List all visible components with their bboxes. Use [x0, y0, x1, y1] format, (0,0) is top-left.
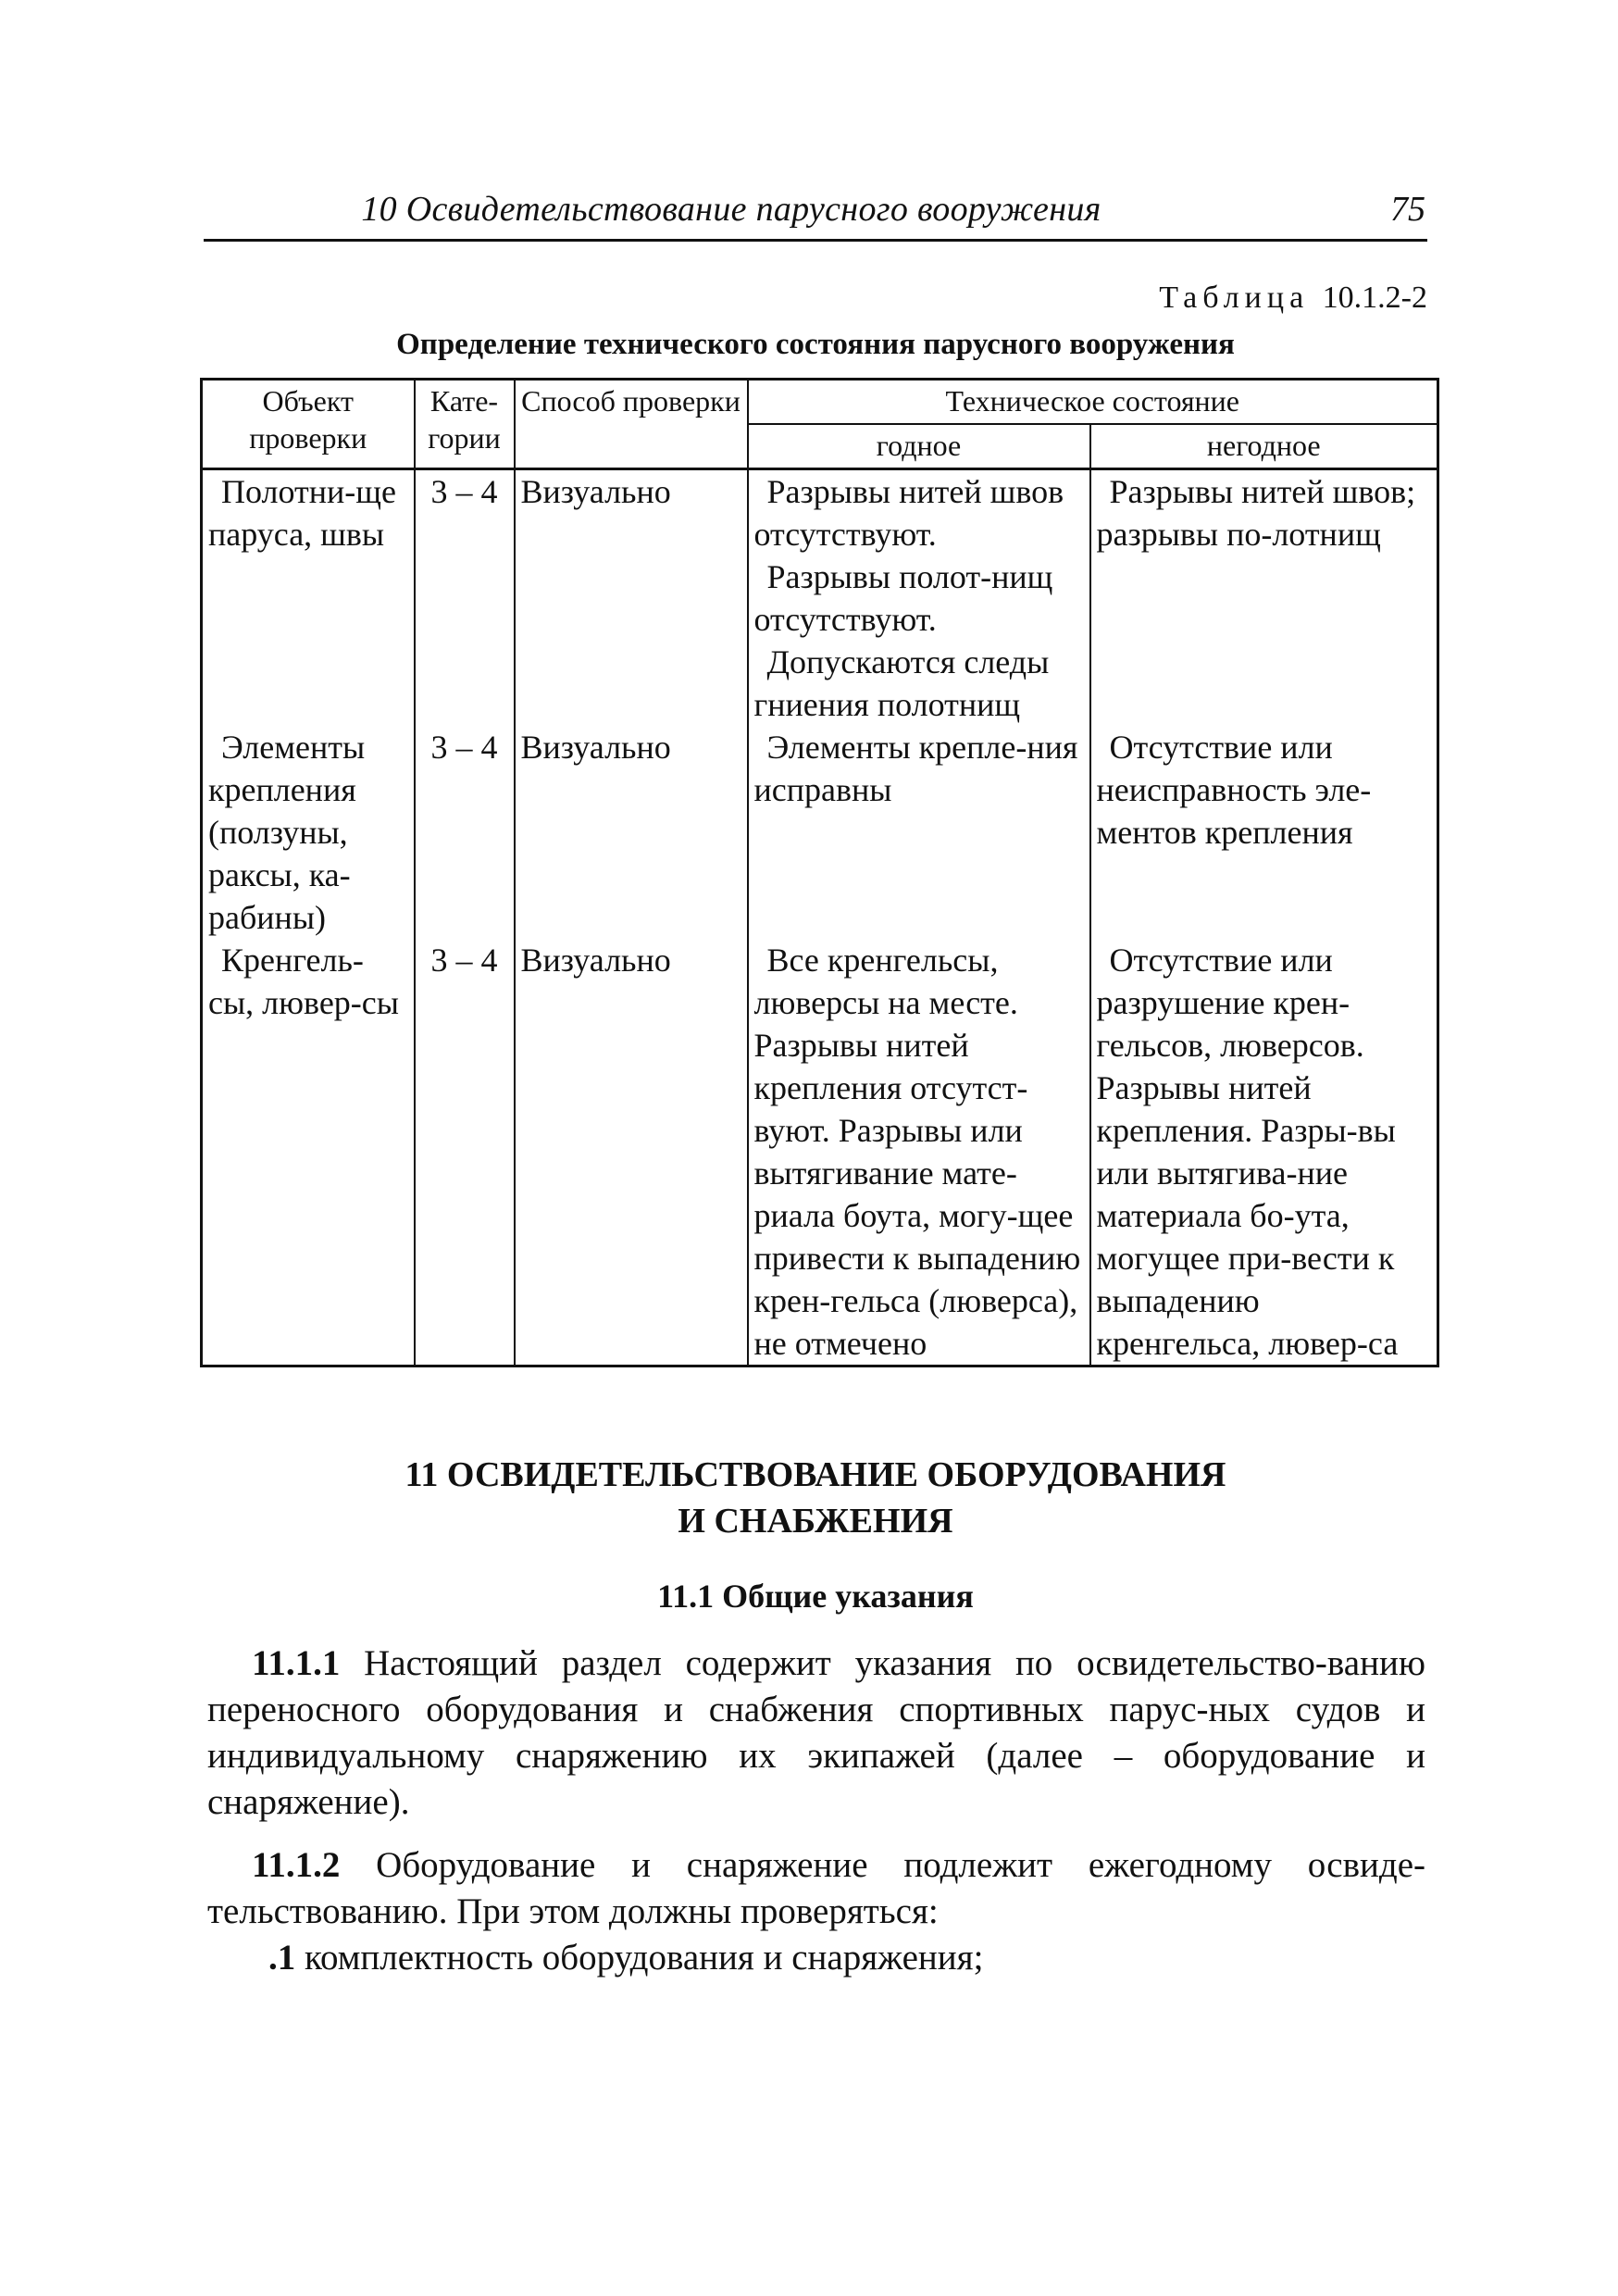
table-number: [1159, 278, 1427, 318]
cell-category: 3 – 4: [415, 726, 515, 939]
cell-category: 3 – 4: [415, 469, 515, 727]
table-row: [202, 469, 1438, 727]
cell-text: Отсутствие или разрушение крен-гельсов, люверсов. Разрывы нитей крепления. Разры-вы или вытягива-ние материала бо-ута, могущее при-вести к выпадению кренгельса, лювер-са: [1096, 942, 1399, 1362]
cell-good: [748, 939, 1090, 1366]
paragraph-text: Настоящий раздел содержит указания по освидетельство-ванию переносного оборудования и снабжения спортивных парус-ных судов и индивидуальному снаряжению их экипажей (далее – оборудование и снаряжение).: [207, 1643, 1425, 1822]
table-header-row: [202, 380, 1438, 425]
cell-text: Отсутствие или неисправность эле-ментов крепления: [1096, 729, 1372, 851]
cell-method: Визуально: [515, 939, 748, 1366]
header-category: Кате-гории: [415, 380, 515, 469]
chapter-heading-line: И СНАБЖЕНИЯ: [678, 1502, 953, 1541]
paragraph-text: Оборудование и снаряжение подлежит ежегодному освиде-тельствованию. При этом должны проверяться:: [207, 1845, 1425, 1931]
cell-text: Допускаются следы гниения полотнищ: [753, 643, 1050, 723]
list-item: [268, 1935, 1425, 1981]
header-condition: Техническое состояние: [748, 380, 1438, 425]
cell-text: Разрывы нитей швов отсутствуют.: [753, 473, 1064, 553]
paragraph: [207, 1842, 1425, 1935]
cell-bad: [1090, 726, 1438, 939]
header-good: годное: [748, 424, 1090, 469]
list-item-number: .1: [268, 1938, 296, 1978]
cell-text: Элементы крепле-ния исправны: [753, 729, 1078, 808]
cell-category: 3 – 4: [415, 939, 515, 1366]
cell-object: [202, 939, 415, 1366]
paragraph-number: 11.1.1: [252, 1643, 341, 1683]
chapter-heading-line: 11 ОСВИДЕТЕЛЬСТВОВАНИЕ ОБОРУДОВАНИЯ: [404, 1455, 1226, 1494]
paragraph-number: 11.1.2: [252, 1845, 341, 1885]
header-bad: негодное: [1090, 424, 1438, 469]
table-number-label: Таблица: [1159, 281, 1310, 315]
table-row: [202, 939, 1438, 1366]
header-method: Способ проверки: [515, 380, 748, 469]
header-object: Объект проверки: [202, 380, 415, 469]
table-title: Определение технического состояния парусного вооружения: [396, 328, 1235, 361]
cell-method: Визуально: [515, 726, 748, 939]
running-header-title: 10 Освидетельствование парусного вооружения: [361, 190, 1101, 229]
chapter-heading: [204, 1452, 1427, 1544]
page-number: 75: [1390, 190, 1425, 229]
cell-text: Кренгель-сы, лювер-сы: [208, 942, 399, 1021]
cell-object: [202, 469, 415, 727]
cell-text: Все кренгельсы, люверсы на месте. Разрывы нитей крепления отсутст-вуют. Разрывы или вытягивание мате-риала боута, могу-щее привести к выпадению крен-гельса (люверса), не отмечено: [753, 942, 1081, 1362]
cell-object: [202, 726, 415, 939]
cell-text: Разрывы полот-нищ отсутствуют.: [753, 558, 1053, 638]
cell-text: Полотни-ще паруса, швы: [208, 473, 396, 553]
table-row: [202, 726, 1438, 939]
section-heading: 11.1 Общие указания: [657, 1578, 974, 1615]
cell-text: Элементы крепления (ползуны, раксы, ка-рабины): [208, 729, 366, 936]
paragraph: [207, 1641, 1425, 1826]
list-item-text: комплектность оборудования и снаряжения;: [305, 1938, 984, 1978]
inspection-table: [200, 378, 1439, 1367]
cell-text: Разрывы нитей швов; разрывы по-лотнищ: [1096, 473, 1416, 553]
table-number-value: 10.1.2-2: [1322, 281, 1427, 315]
cell-bad: [1090, 469, 1438, 727]
cell-good: [748, 469, 1090, 727]
running-header: [204, 183, 1427, 242]
cell-bad: [1090, 939, 1438, 1366]
cell-good: [748, 726, 1090, 939]
cell-method: Визуально: [515, 469, 748, 727]
